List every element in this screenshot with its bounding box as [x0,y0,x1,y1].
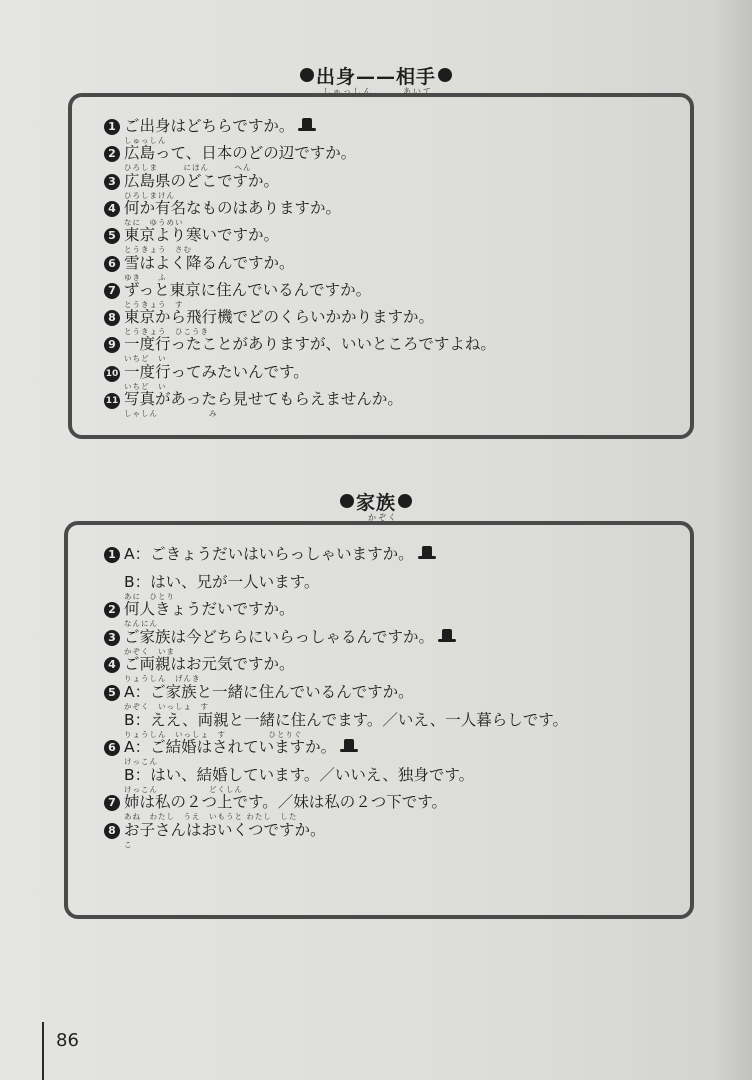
page-number: 86 [56,1030,79,1051]
number-badge: 3 [104,630,120,646]
phrase-text: B：はい、結婚しています。／いいえ、独身です。 [124,765,475,784]
section-title-family: 家族 [0,488,752,515]
phrase-text: A：ごきょうだいはいらっしゃいますか。 [124,545,414,563]
phrase-text: 写真があったら見せてもらえませんか。 [124,390,403,408]
number-badge: 10 [104,366,120,382]
phrase-text: 何人きょうだいですか。 [124,600,295,619]
number-badge: 6 [104,740,120,756]
number-badge: 3 [104,174,120,190]
furigana: かぞく いま [124,646,175,656]
number-badge: 7 [104,283,120,299]
number-badge: 1 [104,547,120,563]
phrase-text: 広島県のどこですか。 [124,171,280,190]
bullet-dot-icon [398,494,412,508]
furigana: しゃしん み [124,409,218,418]
number-badge: 4 [104,201,120,217]
furigana: しゅっしん [124,136,167,145]
furigana: なに ゆうめい [124,217,184,227]
number-badge: 1 [104,119,120,135]
phrase-line [104,226,279,244]
number-badge: 2 [104,146,120,162]
phrase-line [104,655,295,673]
phrase-line [104,793,447,811]
bullet-dot-icon [300,68,314,82]
furigana: あいて [403,87,433,96]
top-hat-icon [340,739,358,753]
number-badge: 8 [104,310,120,326]
phrase-line [104,117,316,135]
phrase-text: お子さんはおいくつですか。 [124,821,326,839]
furigana: りょうしん げんき [124,674,201,684]
furigana: ゆき ふ [124,272,167,282]
phrase-line [104,390,403,409]
phrase-line [104,766,474,784]
number-badge: 8 [104,823,120,839]
phrase-line [104,545,436,563]
furigana: とうきょう さむ [124,245,192,255]
phrase-line [104,683,414,701]
number-badge: 5 [104,685,120,701]
furigana: あね わたし うえ いもうと わたし した [124,812,298,822]
phrase-line [104,573,319,591]
phrase-line [104,335,496,353]
page-number-rule [42,1022,44,1080]
furigana: りょうしん いっしょ す ひとりぐ [124,729,303,739]
furigana: いちど い [124,381,167,391]
furigana: ひろしま にほん へん [124,163,252,173]
number-badge: 5 [104,228,120,244]
bullet-dot-icon [438,68,452,82]
phrase-text: B：ええ、両親と一緒に住んでます。／いえ、一人暮らしです。 [124,710,569,729]
phrase-line [104,254,295,272]
furigana: とうきょう ひこうき [124,327,209,337]
number-badge: 9 [104,337,120,353]
phrase-line [104,738,358,756]
phrase-text: ずっと東京に住んでいるんですか。 [124,280,372,299]
phrase-line [104,308,434,326]
number-badge: 6 [104,256,120,272]
phrase-line [104,711,568,729]
phrase-text: 東京より寒いですか。 [124,226,280,245]
top-hat-icon [298,118,316,132]
phrase-line [104,199,341,217]
furigana: いちど い [124,354,167,364]
phrase-text: 何か有名なものはありますか。 [124,198,342,217]
phrase-text: ご両親はお元気ですか。 [124,655,295,674]
furigana: こ [124,840,133,849]
phrase-text: 東京から飛行機でどのくらいかかりますか。 [124,308,435,327]
phrase-line [104,821,326,839]
bullet-dot-icon [340,494,354,508]
number-badge: 7 [104,795,120,811]
furigana: かぞく いっしょ す [124,702,209,711]
number-badge: 2 [104,602,120,618]
phrase-line [104,363,309,382]
top-hat-icon [418,546,436,560]
phrase-text: 姉は私の２つ上です。／妹は私の２つ下です。 [124,793,448,812]
furigana: けっこん どくしん [124,784,243,794]
furigana: あに ひとり [124,591,175,601]
page-shadow [712,0,752,1080]
phrase-line [104,172,279,190]
section-title-origin: 出身——相手 [0,62,752,89]
furigana: かぞく [368,513,398,522]
phrase-line [104,628,456,646]
phrase-text: ご出身はどちらですか。 [124,117,295,135]
phrase-text: 一度行ったことがありますが、いいところですよね。 [124,335,496,354]
furigana: けっこん [124,757,158,767]
phrase-line [104,281,371,299]
phrase-text: 一度行ってみたいんです。 [124,362,309,381]
furigana: とうきょう す [124,299,184,309]
phrase-text: A：ご結婚はされていますか。 [124,738,337,757]
phrase-line [104,600,295,618]
phrase-text: B：はい、兄が一人います。 [124,572,320,591]
furigana: なんにん [124,619,158,629]
phrase-text: ご家族は今どちらにいらっしゃるんですか。 [124,627,435,646]
phrase-text: 雪はよく降るんですか。 [124,253,295,272]
number-badge: 4 [104,657,120,673]
phrase-text: A：ご家族と一緒に住んでいるんですか。 [124,683,414,701]
number-badge: 11 [104,393,120,409]
phrase-text: 広島って、日本のどの辺ですか。 [124,144,357,163]
top-hat-icon [438,629,456,643]
furigana: しゅっしん [323,87,373,96]
phrase-line [104,144,356,162]
furigana: ひろしまけん [124,190,175,200]
